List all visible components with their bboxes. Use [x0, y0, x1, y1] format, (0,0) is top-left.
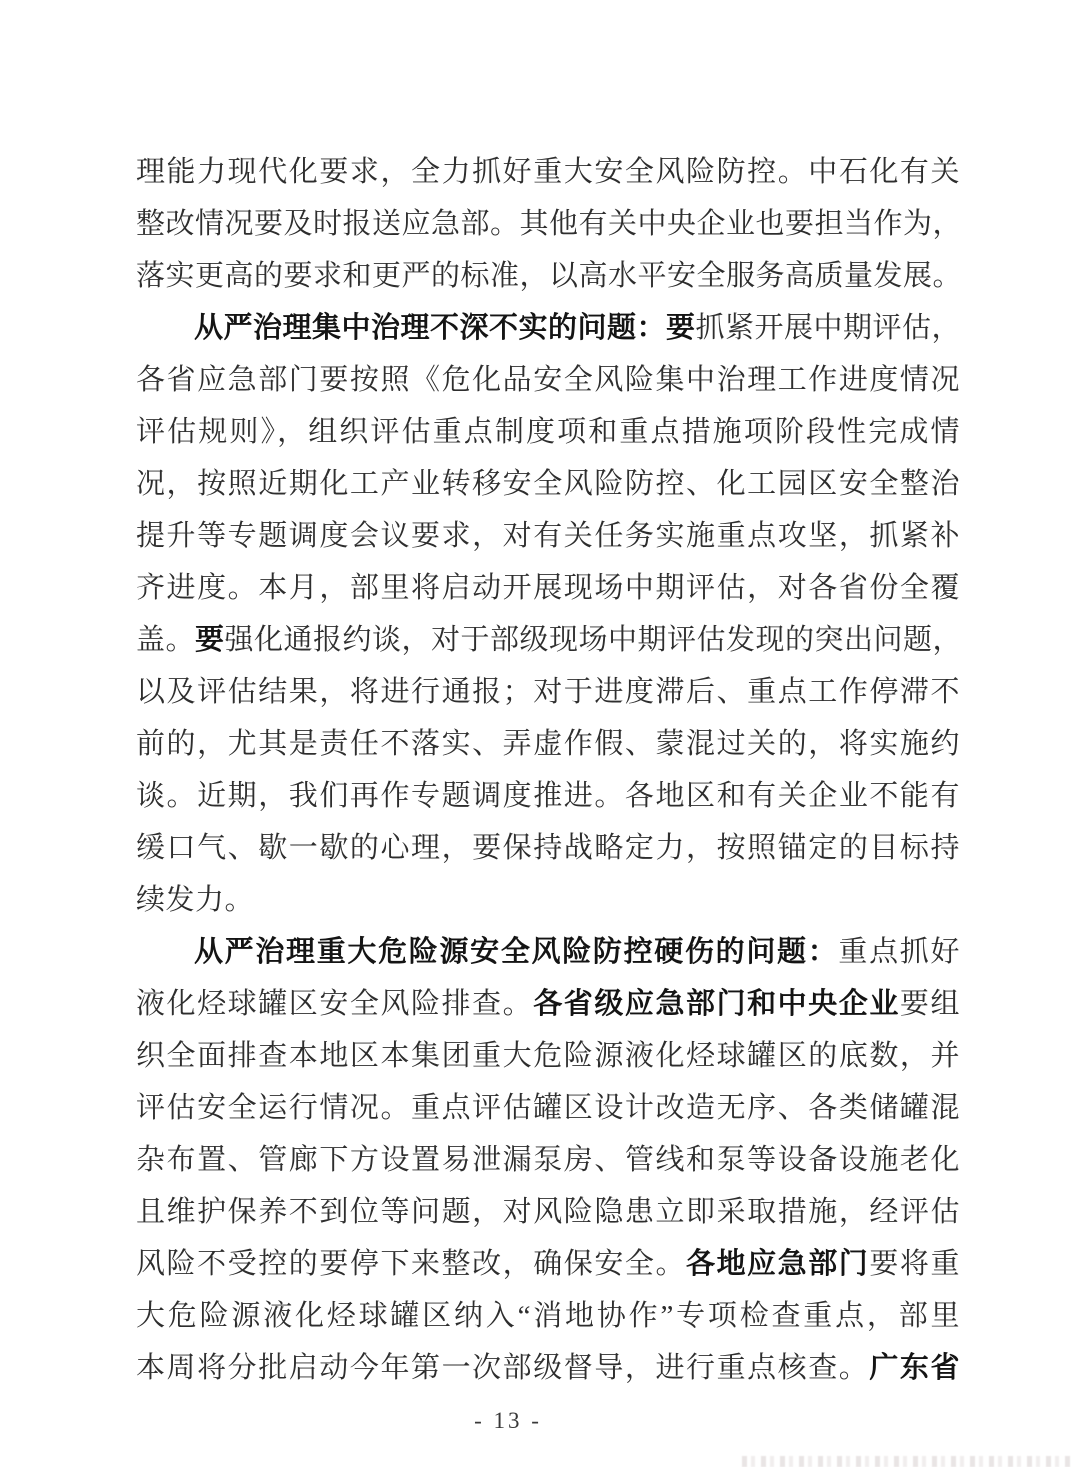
text-run: 提升等专题调度会议要求，对有关任务实施重点攻坚，抓紧补	[136, 520, 960, 552]
bold-run: 要	[195, 624, 225, 656]
text-line	[136, 146, 960, 198]
document-body	[136, 146, 963, 1394]
cutoff-watermark	[742, 1456, 1074, 1467]
bold-heading-run: 从严治理重大危险源安全风险防控硬伤的问题：	[194, 936, 839, 968]
text-line	[136, 1238, 960, 1290]
text-line	[136, 1342, 960, 1394]
text-line	[136, 562, 960, 614]
paragraph-continuation	[136, 146, 963, 302]
text-line	[136, 978, 960, 1030]
text-run: 本周将分批启动今年第一次部级督导，进行重点核查。	[136, 1352, 870, 1384]
text-run: 续发力。	[136, 884, 255, 916]
text-line	[136, 874, 960, 926]
text-line	[136, 718, 960, 770]
text-line	[136, 406, 960, 458]
text-line	[136, 250, 963, 302]
paragraph-major-hazard-sources	[136, 926, 960, 1394]
text-run: 缓口气、歇一歇的心理，要保持战略定力，按照锚定的目标持	[136, 832, 960, 864]
text-line	[136, 1134, 960, 1186]
text-run: 抓紧开展中期评估，	[695, 312, 962, 344]
text-run: 评估规则》，组织评估重点制度项和重点措施项阶段性完成情	[136, 416, 960, 448]
text-line	[136, 822, 960, 874]
text-line	[136, 1030, 960, 1082]
text-line	[136, 770, 960, 822]
text-line	[136, 1290, 960, 1342]
text-run: 况，按照近期化工产业转移安全风险防控、化工园区安全整治	[136, 468, 960, 500]
text-run: 各省应急部门要按照《危化品安全风险集中治理工作进度情况	[136, 364, 960, 396]
text-run: 整改情况要及时报送应急部。其他有关中央企业也要担当作为，	[136, 208, 963, 240]
text-run: 液化烃球罐区安全风险排查。	[136, 988, 534, 1020]
text-run: 要将重	[869, 1248, 960, 1280]
text-run: 强化通报约谈，对于部级现场中期评估发现的突出问题，	[224, 624, 963, 656]
text-run: 杂布置、管廊下方设置易泄漏泵房、管线和泵等设备设施老化	[136, 1144, 960, 1176]
bold-run: 各省级应急部门和中央企业	[533, 988, 900, 1020]
text-line	[136, 302, 960, 354]
text-run: 盖。	[136, 624, 196, 656]
text-run: 落实更高的要求和更严的标准，以高水平安全服务高质量发展。	[136, 260, 963, 292]
text-run: 前的，尤其是责任不落实、弄虚作假、蒙混过关的，将实施约	[136, 728, 960, 760]
text-run: 风险不受控的要停下来整改，确保安全。	[136, 1248, 687, 1280]
text-run: 齐进度。本月，部里将启动开展现场中期评估，对各省份全覆	[136, 572, 960, 604]
text-line	[136, 198, 963, 250]
bold-run: 广东省	[869, 1352, 960, 1384]
text-line	[136, 666, 960, 718]
bold-run: 各地应急部门	[686, 1248, 870, 1280]
text-run: 大危险源液化烃球罐区纳入“消地协作”专项检查重点，部里	[136, 1300, 960, 1332]
page-number: - 13 -	[474, 1408, 542, 1433]
text-run: 评估安全运行情况。重点评估罐区设计改造无序、各类储罐混	[136, 1092, 960, 1124]
text-run: 谈。近期，我们再作专题调度推进。各地区和有关企业不能有	[136, 780, 960, 812]
text-run: 且维护保养不到位等问题，对风险隐患立即采取措施，经评估	[136, 1196, 960, 1228]
text-run: 重点抓好	[838, 936, 960, 968]
text-line	[136, 510, 960, 562]
bold-heading-run: 从严治理集中治理不深不实的问题：要	[194, 312, 696, 344]
text-line	[136, 354, 960, 406]
text-run: 织全面排查本地区本集团重大危险源液化烃球罐区的底数，并	[136, 1040, 960, 1072]
text-line	[136, 458, 960, 510]
text-run: 要组	[899, 988, 960, 1020]
text-line	[136, 1186, 960, 1238]
text-run: 理能力现代化要求，全力抓好重大安全风险防控。中石化有关	[136, 156, 960, 188]
paragraph-centralized-governance	[136, 302, 963, 926]
text-line	[136, 1082, 960, 1134]
text-run: 以及评估结果，将进行通报；对于进度滞后、重点工作停滞不	[136, 676, 960, 708]
text-line	[136, 926, 960, 978]
text-line	[136, 614, 963, 666]
